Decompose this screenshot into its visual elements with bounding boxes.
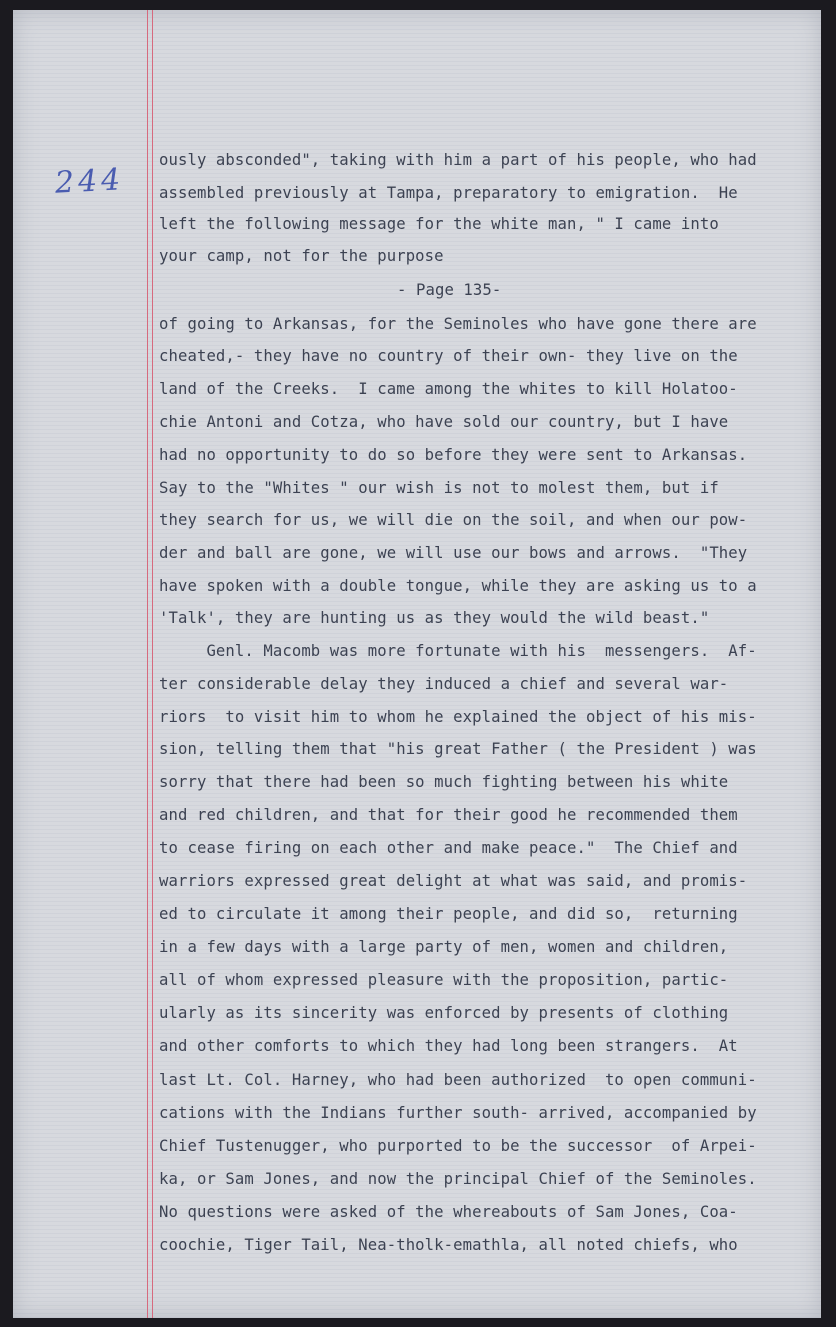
- text-line: to cease firing on each other and make peace." The Chief and: [159, 839, 738, 857]
- text-line: in a few days with a large party of men, women and children,: [159, 938, 729, 956]
- text-line: warriors expressed great delight at what was said, and promis-: [159, 872, 748, 890]
- text-line: der and ball are gone, we will use our bows and arrows. "They: [159, 544, 748, 562]
- text-line: cheated,- they have no country of their own- they live on the: [159, 347, 738, 365]
- text-line: and red children, and that for their good he recommended them: [159, 806, 738, 824]
- text-line: ter considerable delay they induced a chief and several war-: [159, 675, 729, 693]
- text-line: cations with the Indians further south- arrived, accompanied by: [159, 1104, 757, 1122]
- text-line: ka, or Sam Jones, and now the principal Chief of the Seminoles.: [159, 1170, 757, 1188]
- typewritten-page: [13, 10, 821, 1318]
- text-line: coochie, Tiger Tail, Nea-tholk-emathla, all noted chiefs, who: [159, 1236, 738, 1254]
- text-line: 'Talk', they are hunting us as they would the wild beast.": [159, 609, 710, 627]
- text-line: riors to visit him to whom he explained the object of his mis-: [159, 708, 757, 726]
- text-line: No questions were asked of the whereabouts of Sam Jones, Coa-: [159, 1203, 738, 1221]
- text-line: chie Antoni and Cotza, who have sold our country, but I have: [159, 413, 729, 431]
- text-line: last Lt. Col. Harney, who had been authorized to open communi-: [159, 1071, 757, 1089]
- text-line: ously absconded", taking with him a part of his people, who had: [159, 151, 757, 169]
- text-line: had no opportunity to do so before they were sent to Arkansas.: [159, 446, 748, 464]
- text-line: ed to circulate it among their people, and did so, returning: [159, 905, 738, 923]
- text-line: they search for us, we will die on the soil, and when our pow-: [159, 511, 748, 529]
- text-line: land of the Creeks. I came among the whites to kill Holatoo-: [159, 380, 738, 398]
- text-line: left the following message for the white man, " I came into: [159, 215, 719, 233]
- text-line: of going to Arkansas, for the Seminoles who have gone there are: [159, 315, 757, 333]
- text-line: all of whom expressed pleasure with the proposition, partic-: [159, 971, 729, 989]
- text-line: assembled previously at Tampa, preparatory to emigration. He: [159, 184, 738, 202]
- margin-rule: [147, 10, 148, 1318]
- text-line: Genl. Macomb was more fortunate with his messengers. Af-: [159, 642, 757, 660]
- text-line: sion, telling them that "his great Father ( the President ) was: [159, 740, 757, 758]
- text-line: have spoken with a double tongue, while they are asking us to a: [159, 577, 757, 595]
- text-line: your camp, not for the purpose: [159, 247, 444, 265]
- page-marker: - Page 135-: [397, 281, 502, 299]
- margin-rule: [152, 10, 153, 1318]
- text-line: ularly as its sincerity was enforced by presents of clothing: [159, 1004, 729, 1022]
- handwritten-page-number: 244: [54, 162, 126, 201]
- text-line: Say to the "Whites " our wish is not to molest them, but if: [159, 479, 719, 497]
- text-line: sorry that there had been so much fighting between his white: [159, 773, 729, 791]
- text-line: and other comforts to which they had long been strangers. At: [159, 1037, 738, 1055]
- text-line: Chief Tustenugger, who purported to be the successor of Arpei-: [159, 1137, 757, 1155]
